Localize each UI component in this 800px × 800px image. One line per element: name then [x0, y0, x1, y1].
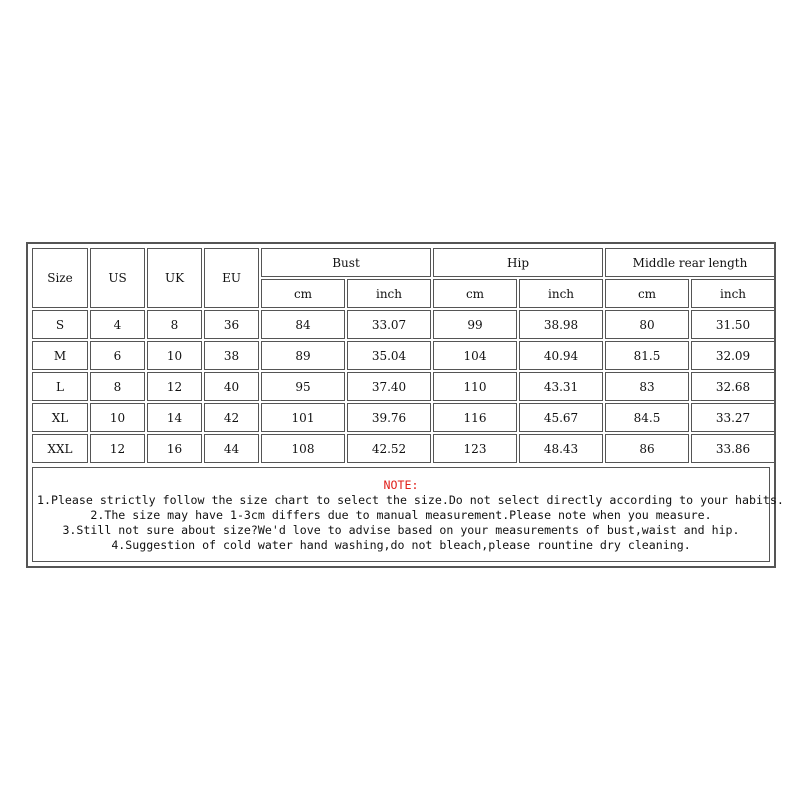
- header-bust-inch: inch: [347, 279, 431, 308]
- header-mrl-cm: cm: [605, 279, 689, 308]
- cell-hip-inch: 48.43: [519, 434, 603, 463]
- cell-eu: 44: [204, 434, 259, 463]
- note-line-3: 3.Still not sure about size?We'd love to advise based on your measurements of bust,waist and hip.: [62, 523, 740, 537]
- size-table: [30, 246, 777, 465]
- cell-us: 12: [90, 434, 145, 463]
- header-mrl-inch: inch: [691, 279, 775, 308]
- cell-eu: 38: [204, 341, 259, 370]
- cell-uk: 12: [147, 372, 202, 401]
- cell-hip-inch: 45.67: [519, 403, 603, 432]
- cell-mrl-inch: 33.86: [691, 434, 775, 463]
- cell-hip-cm: 123: [433, 434, 517, 463]
- header-bust: Bust: [261, 248, 431, 277]
- table-row: [32, 434, 775, 463]
- cell-us: 8: [90, 372, 145, 401]
- cell-mrl-inch: 33.27: [691, 403, 775, 432]
- header-bust-cm: cm: [261, 279, 345, 308]
- note-title: NOTE:: [383, 478, 419, 492]
- header-uk: UK: [147, 248, 202, 308]
- cell-uk: 16: [147, 434, 202, 463]
- cell-eu: 36: [204, 310, 259, 339]
- cell-eu: 42: [204, 403, 259, 432]
- cell-mrl-cm: 81.5: [605, 341, 689, 370]
- header-us: US: [90, 248, 145, 308]
- cell-uk: 8: [147, 310, 202, 339]
- cell-hip-inch: 40.94: [519, 341, 603, 370]
- cell-mrl-inch: 32.68: [691, 372, 775, 401]
- cell-uk: 10: [147, 341, 202, 370]
- cell-size: S: [32, 310, 88, 339]
- cell-mrl-cm: 83: [605, 372, 689, 401]
- cell-hip-cm: 99: [433, 310, 517, 339]
- cell-us: 10: [90, 403, 145, 432]
- note-line-4: 4.Suggestion of cold water hand washing,do not bleach,please rountine dry cleaning.: [111, 538, 691, 552]
- table-row: [32, 372, 775, 401]
- cell-bust-inch: 37.40: [347, 372, 431, 401]
- header-size: Size: [32, 248, 88, 308]
- cell-us: 6: [90, 341, 145, 370]
- cell-mrl-inch: 31.50: [691, 310, 775, 339]
- note-line-2: 2.The size may have 1-3cm differs due to manual measurement.Please note when you measure.: [90, 508, 712, 522]
- size-chart: [26, 242, 784, 568]
- cell-bust-cm: 89: [261, 341, 345, 370]
- cell-hip-cm: 116: [433, 403, 517, 432]
- header-hip: Hip: [433, 248, 603, 277]
- header-row: [32, 248, 775, 277]
- cell-bust-inch: 39.76: [347, 403, 431, 432]
- cell-eu: 40: [204, 372, 259, 401]
- cell-mrl-inch: 32.09: [691, 341, 775, 370]
- header-hip-inch: inch: [519, 279, 603, 308]
- cell-uk: 14: [147, 403, 202, 432]
- table-row: [32, 403, 775, 432]
- table-row: [32, 310, 775, 339]
- cell-hip-cm: 104: [433, 341, 517, 370]
- cell-bust-cm: 95: [261, 372, 345, 401]
- header-eu: EU: [204, 248, 259, 308]
- cell-size: XL: [32, 403, 88, 432]
- cell-hip-cm: 110: [433, 372, 517, 401]
- cell-bust-inch: 33.07: [347, 310, 431, 339]
- cell-mrl-cm: 86: [605, 434, 689, 463]
- cell-bust-cm: 108: [261, 434, 345, 463]
- cell-hip-inch: 38.98: [519, 310, 603, 339]
- cell-size: M: [32, 341, 88, 370]
- table-row: [32, 341, 775, 370]
- cell-bust-cm: 101: [261, 403, 345, 432]
- cell-bust-cm: 84: [261, 310, 345, 339]
- cell-size: XXL: [32, 434, 88, 463]
- cell-mrl-cm: 80: [605, 310, 689, 339]
- header-middle-rear-length: Middle rear length: [605, 248, 775, 277]
- cell-us: 4: [90, 310, 145, 339]
- note-box: [32, 467, 784, 562]
- header-hip-cm: cm: [433, 279, 517, 308]
- cell-mrl-cm: 84.5: [605, 403, 689, 432]
- cell-hip-inch: 43.31: [519, 372, 603, 401]
- cell-bust-inch: 35.04: [347, 341, 431, 370]
- cell-bust-inch: 42.52: [347, 434, 431, 463]
- note-line-1: 1.Please strictly follow the size chart to select the size.Do not select directly according to your habits.: [37, 493, 784, 507]
- cell-size: L: [32, 372, 88, 401]
